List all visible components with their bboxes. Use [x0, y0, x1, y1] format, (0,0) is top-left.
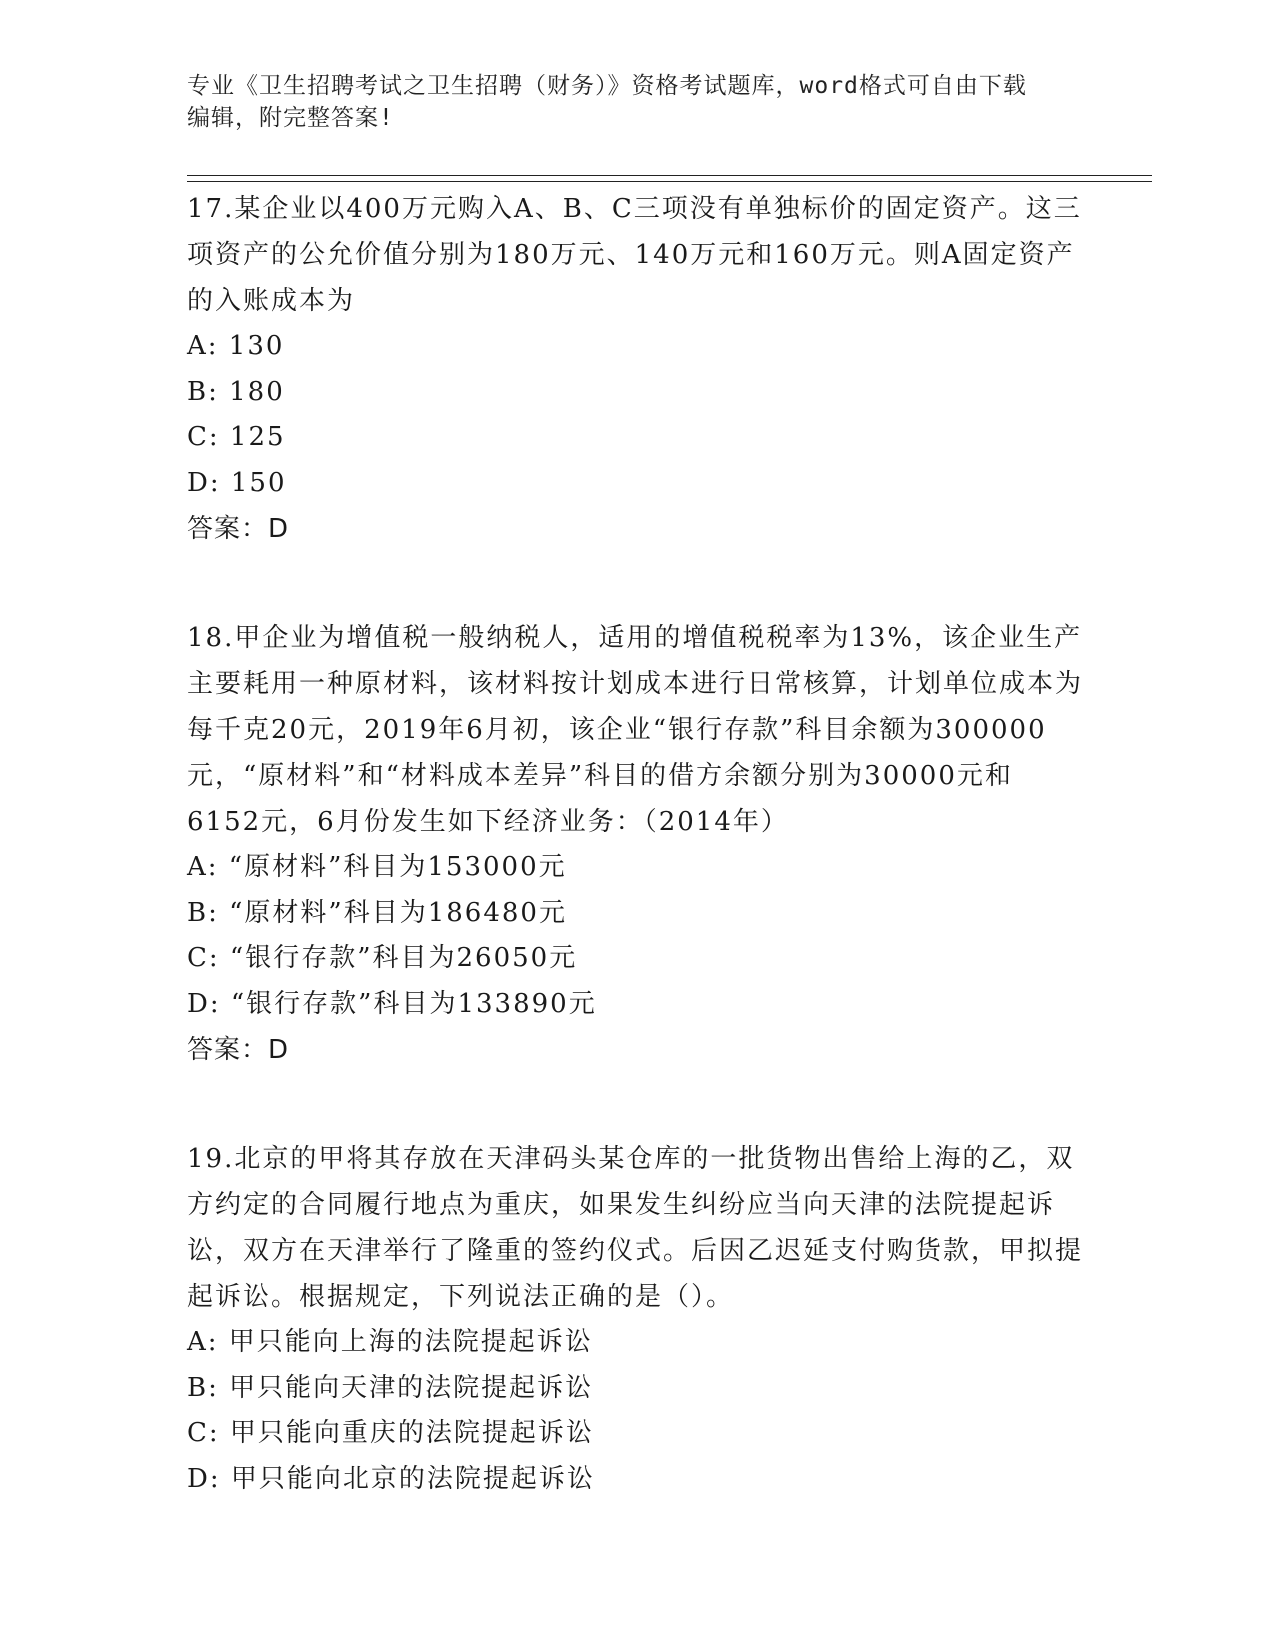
option-c: C: “银行存款”科目为26050元 — [187, 943, 578, 973]
option-b: B: 甲只能向天津的法院提起诉讼 — [187, 1372, 594, 1403]
option-a: A: “原材料”科目为153000元 — [187, 852, 567, 882]
question-text: 17.某企业以400万元购入A、B、C三项没有单独标价的固定资产。这三项资产的公允价值分别为180万元、140万元和160万元。则A固定资产的入账成本为 — [187, 194, 1082, 316]
header-divider-top — [187, 175, 1152, 176]
option-a: A: 甲只能向上海的法院提起诉讼 — [187, 1327, 593, 1357]
answer-label: 答案：D — [187, 1035, 290, 1065]
question-spacer — [187, 552, 1087, 615]
question-17 — [187, 186, 1087, 552]
question-list — [187, 186, 1087, 1502]
question-spacer — [187, 1073, 1087, 1136]
question-19 — [187, 1136, 1087, 1502]
question-text: 19.北京的甲将其存放在天津码头某仓库的一批货物出售给上海的乙，双方约定的合同履行地点为重庆，如果发生纠纷应当向天津的法院提起诉讼，双方在天津举行了隆重的签约仪式。后因乙迟延支付购货款，甲拟提起诉讼。根据规定，下列说法正确的是（）。 — [187, 1144, 1084, 1312]
option-b: B: 180 — [187, 376, 285, 407]
header-line-1: 专业《卫生招聘考试之卫生招聘（财务）》资格考试题库，word格式可自由下载 — [187, 73, 1027, 99]
question-text: 18.甲企业为增值税一般纳税人，适用的增值税税率为13%，该企业生产主要耗用一种原材料，该材料按计划成本进行日常核算，计划单位成本为每千克20元，2019年6月初，该企业“银行存款”科目余额为300000元，“原材料”和“材料成本差异”科目的借方余额分别为30000元和6152元，6月份发生如下经济业务：（2014年） — [187, 623, 1084, 837]
option-c: C: 甲只能向重庆的法院提起诉讼 — [187, 1418, 594, 1448]
header-divider-bottom — [187, 181, 1152, 182]
option-a: A: 130 — [187, 331, 285, 361]
option-b: B: “原材料”科目为186480元 — [187, 897, 567, 928]
question-18 — [187, 615, 1087, 1073]
option-d: D: 150 — [187, 467, 287, 498]
answer-label: 答案：D — [187, 514, 290, 544]
option-c: C: 125 — [187, 422, 286, 452]
document-header — [187, 70, 1087, 134]
header-line-2: 编辑，附完整答案! — [187, 105, 394, 131]
option-d: D: 甲只能向北京的法院提起诉讼 — [187, 1463, 595, 1494]
option-d: D: “银行存款”科目为133890元 — [187, 988, 597, 1019]
